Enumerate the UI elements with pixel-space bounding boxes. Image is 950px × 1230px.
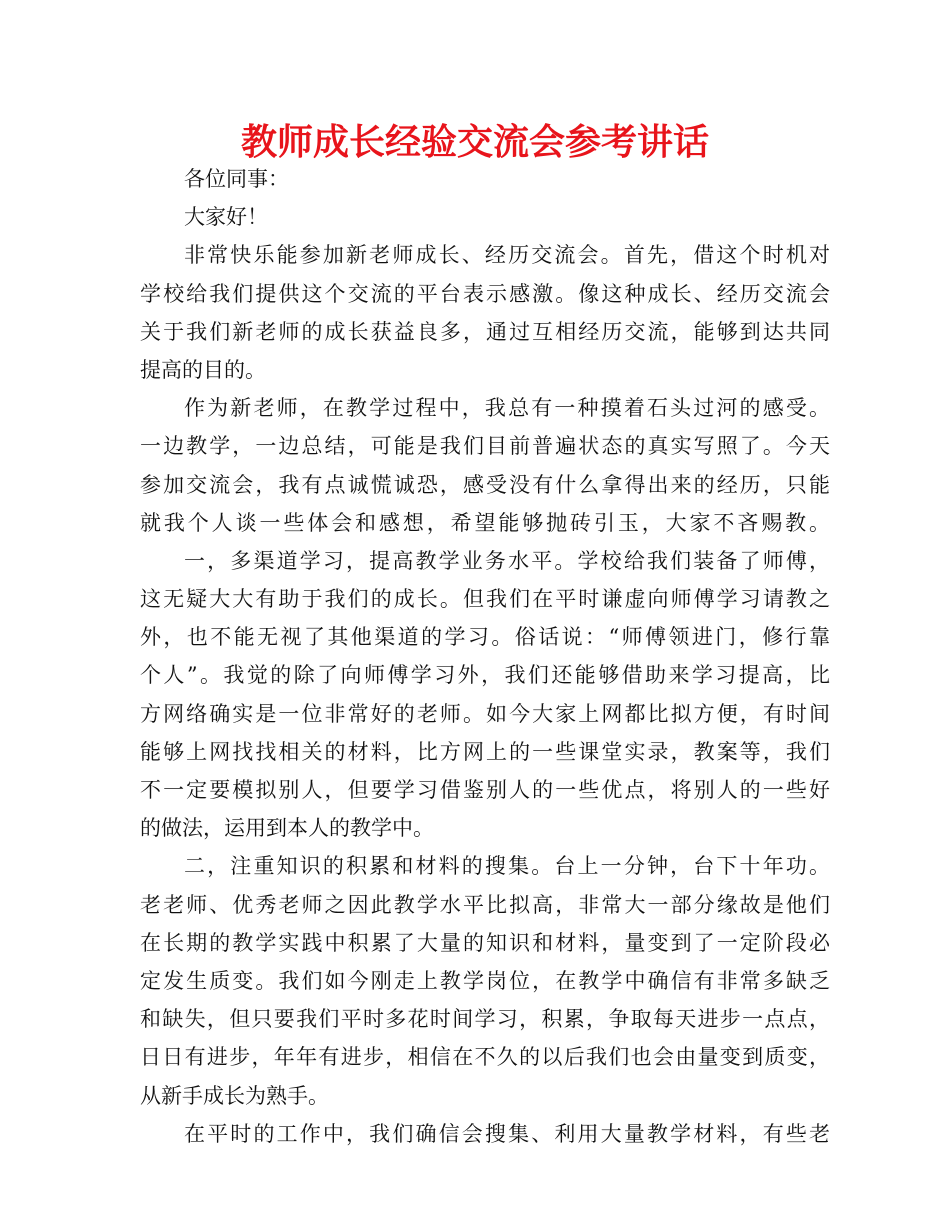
text-line: 学校给我们提供这个交流的平台表示感激。像这种成长、经历交流会: [140, 281, 830, 306]
text-line: 日日有进步，年年有进步，相信在不久的以后我们也会由量变到质变，: [140, 1045, 830, 1070]
text-line: 的做法，运用到本人的教学中。: [140, 816, 434, 841]
text-line: 各位同事：: [184, 167, 289, 191]
text-line: 在平时的工作中，我们确信会搜集、利用大量教学材料，有些老: [184, 1121, 830, 1146]
text-line: 方网络确实是一位非常好的老师。如今大家上网都比拟方便，有时间: [140, 701, 830, 726]
text-line: 老老师、优秀老师之因此教学水平比拟高，非常大一部分缘故是他们: [140, 892, 830, 917]
text-line: 就我个人谈一些体会和感想，希望能够抛砖引玉，大家不吝赐教。: [140, 510, 830, 535]
text-line: 二，注重知识的积累和材料的搜集。台上一分钟，台下十年功。: [184, 854, 830, 879]
text-line: 一，多渠道学习，提高教学业务水平。学校给我们装备了师傅，: [184, 548, 830, 573]
text-line: 关于我们新老师的成长获益良多，通过互相经历交流，能够到达共同: [140, 319, 830, 344]
text-line: 能够上网找找相关的材料，比方网上的一些课堂实录，教案等，我们: [140, 739, 830, 764]
text-line: 这无疑大大有助于我们的成长。但我们在平时谦虚向师傅学习请教之: [140, 587, 830, 612]
text-line: 不一定要模拟别人，但要学习借鉴别人的一些优点，将别人的一些好: [140, 778, 830, 802]
text-line: 个人”。我觉的除了向师傅学习外，我们还能够借助来学习提高，比: [140, 663, 830, 688]
text-line: 非常快乐能参加新老师成长、经历交流会。首先，借这个时机对: [184, 243, 830, 268]
text-line: 一边教学，一边总结，可能是我们目前普遍状态的真实写照了。今天: [140, 434, 830, 459]
text-line: 外，也不能无视了其他渠道的学习。俗话说：“师傅领进门，修行靠: [140, 625, 830, 650]
document-title: 教师成长经验交流会参考讲话: [240, 122, 709, 163]
text-line: 和缺失，但只要我们平时多花时间学习，积累，争取每天进步一点点，: [140, 1007, 830, 1032]
text-line: 从新手成长为熟手。: [140, 1083, 329, 1108]
text-line: 大家好！: [184, 205, 268, 230]
text-line: 在长期的教学实践中积累了大量的知识和材料，量变到了一定阶段必: [140, 930, 830, 955]
text-line: 参加交流会，我有点诚慌诚恐，感受没有什么拿得出来的经历，只能: [140, 472, 830, 497]
text-line: 作为新老师，在教学过程中，我总有一种摸着石头过河的感受。: [184, 396, 830, 421]
document-body: [140, 160, 830, 1153]
text-line: 定发生质变。我们如今刚走上教学岗位，在教学中确信有非常多缺乏: [140, 968, 830, 993]
text-line: 提高的目的。: [140, 357, 266, 382]
